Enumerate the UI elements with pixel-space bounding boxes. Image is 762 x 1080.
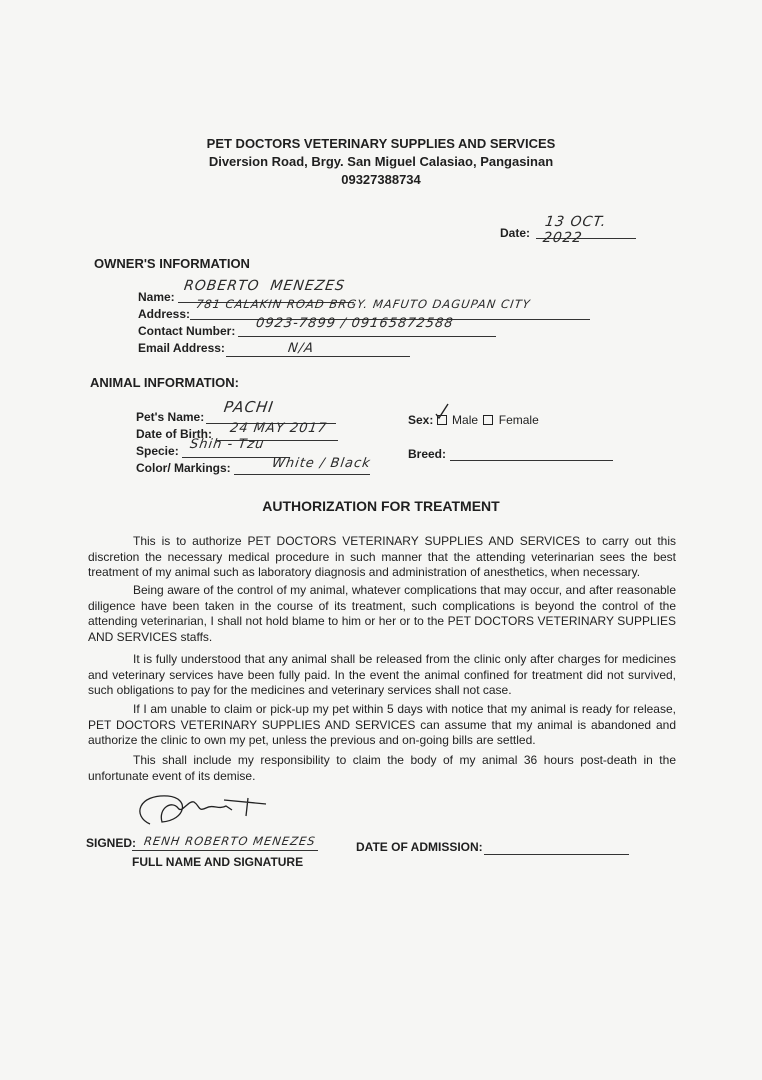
female-option[interactable] <box>483 413 538 427</box>
owner-name-label: Name: <box>138 290 175 304</box>
pet-name-value: PACHI <box>222 398 276 416</box>
breed-field[interactable] <box>450 444 613 461</box>
date-label: Date: <box>500 226 531 240</box>
male-option[interactable] <box>437 413 478 427</box>
male-label: Male <box>452 413 479 427</box>
date-field <box>536 214 636 246</box>
authorization-paragraph-2: Being aware of the control of my animal, whatever complications that may occur, and after reasonable diligence have been taken in the course of its treatment, such complications is beyond the control of the attending veterinarian, I shall not hold blame to him or her or to the PET DOCTORS VETERINARY SUPPLIES AND SERVICES staffs. <box>88 583 676 644</box>
specie-value: Shih - Tzu <box>188 437 266 452</box>
sex-label: Sex: <box>408 413 434 427</box>
owner-contact-field <box>238 318 496 337</box>
dob-label: Date of Birth: <box>136 427 212 441</box>
authorization-paragraph-5: This shall include my responsibility to claim the body of my animal 36 hours post-death in the unfortunate event of its demise. <box>88 753 676 783</box>
signed-field <box>132 830 318 851</box>
admission-field[interactable] <box>484 838 629 855</box>
admission-label: DATE OF ADMISSION: <box>356 840 483 854</box>
female-checkbox[interactable] <box>483 415 493 425</box>
breed-label: Breed: <box>408 447 447 461</box>
owner-email-label: Email Address: <box>138 341 225 355</box>
date-value: 13 OCT. 2022 <box>541 214 608 246</box>
company-name: PET DOCTORS VETERINARY SUPPLIES AND SERVICES <box>206 136 556 151</box>
signature-caption: FULL NAME AND SIGNATURE <box>132 855 304 869</box>
owner-email-value: N/A <box>286 341 316 356</box>
authorization-paragraph-4: If I am unable to claim or pick-up my pet within 5 days with notice that my animal is ready for release, PET DOCTORS VETERINARY SUPPLIES AND SERVICES can assume that my animal is abandoned and authorize the clinic to own my pet, unless the previous and on-going bills are settled. <box>88 702 676 747</box>
color-value: White / Black <box>270 456 372 471</box>
color-label: Color/ Markings: <box>136 461 231 475</box>
owner-section-title: OWNER'S INFORMATION <box>94 256 250 271</box>
authorization-title: AUTHORIZATION FOR TREATMENT <box>262 498 500 514</box>
signature-scribble <box>128 786 278 836</box>
authorization-paragraph-1: This is to authorize PET DOCTORS VETERINARY SUPPLIES AND SERVICES to carry out this discretion the necessary medical procedure in such manner that the attending veterinarian sees the best treatment of my animal such as laboratory diagnosis and administration of anesthetics, when necessary. <box>88 534 676 579</box>
company-address: Diversion Road, Brgy. San Miguel Calasiao, Pangasinan <box>208 154 554 169</box>
owner-address-label: Address: <box>138 307 191 321</box>
signed-label: SIGNED: <box>86 836 137 850</box>
owner-address-value: 781 CALAKIN ROAD BRGY. MAFUTO DAGUPAN CITY <box>195 297 532 311</box>
company-phone: 09327388734 <box>341 172 421 187</box>
owner-email-field <box>226 339 410 357</box>
owner-contact-label: Contact Number: <box>138 324 236 338</box>
owner-contact-value: 0923-7899 / 09165872588 <box>254 316 455 331</box>
sex-row <box>408 413 539 427</box>
check-mark-icon <box>435 403 449 421</box>
specie-label: Specie: <box>136 444 179 458</box>
animal-section-title: ANIMAL INFORMATION: <box>90 375 239 390</box>
signed-value: RENH ROBERTO MENEZES <box>143 834 317 848</box>
pet-name-label: Pet's Name: <box>136 410 205 424</box>
dob-value: 24 MAY 2017 <box>228 421 329 436</box>
authorization-paragraph-3: It is fully understood that any animal shall be released from the clinic only after charges for medicines and veterinary services have been fully paid. In the event the animal confined for treatment did not survived, such obligations to pay for the medicines and veterinary services shall not case. <box>88 652 676 697</box>
color-field <box>234 457 370 475</box>
female-label: Female <box>498 413 539 427</box>
owner-name-value: ROBERTO MENEZES <box>182 278 347 294</box>
